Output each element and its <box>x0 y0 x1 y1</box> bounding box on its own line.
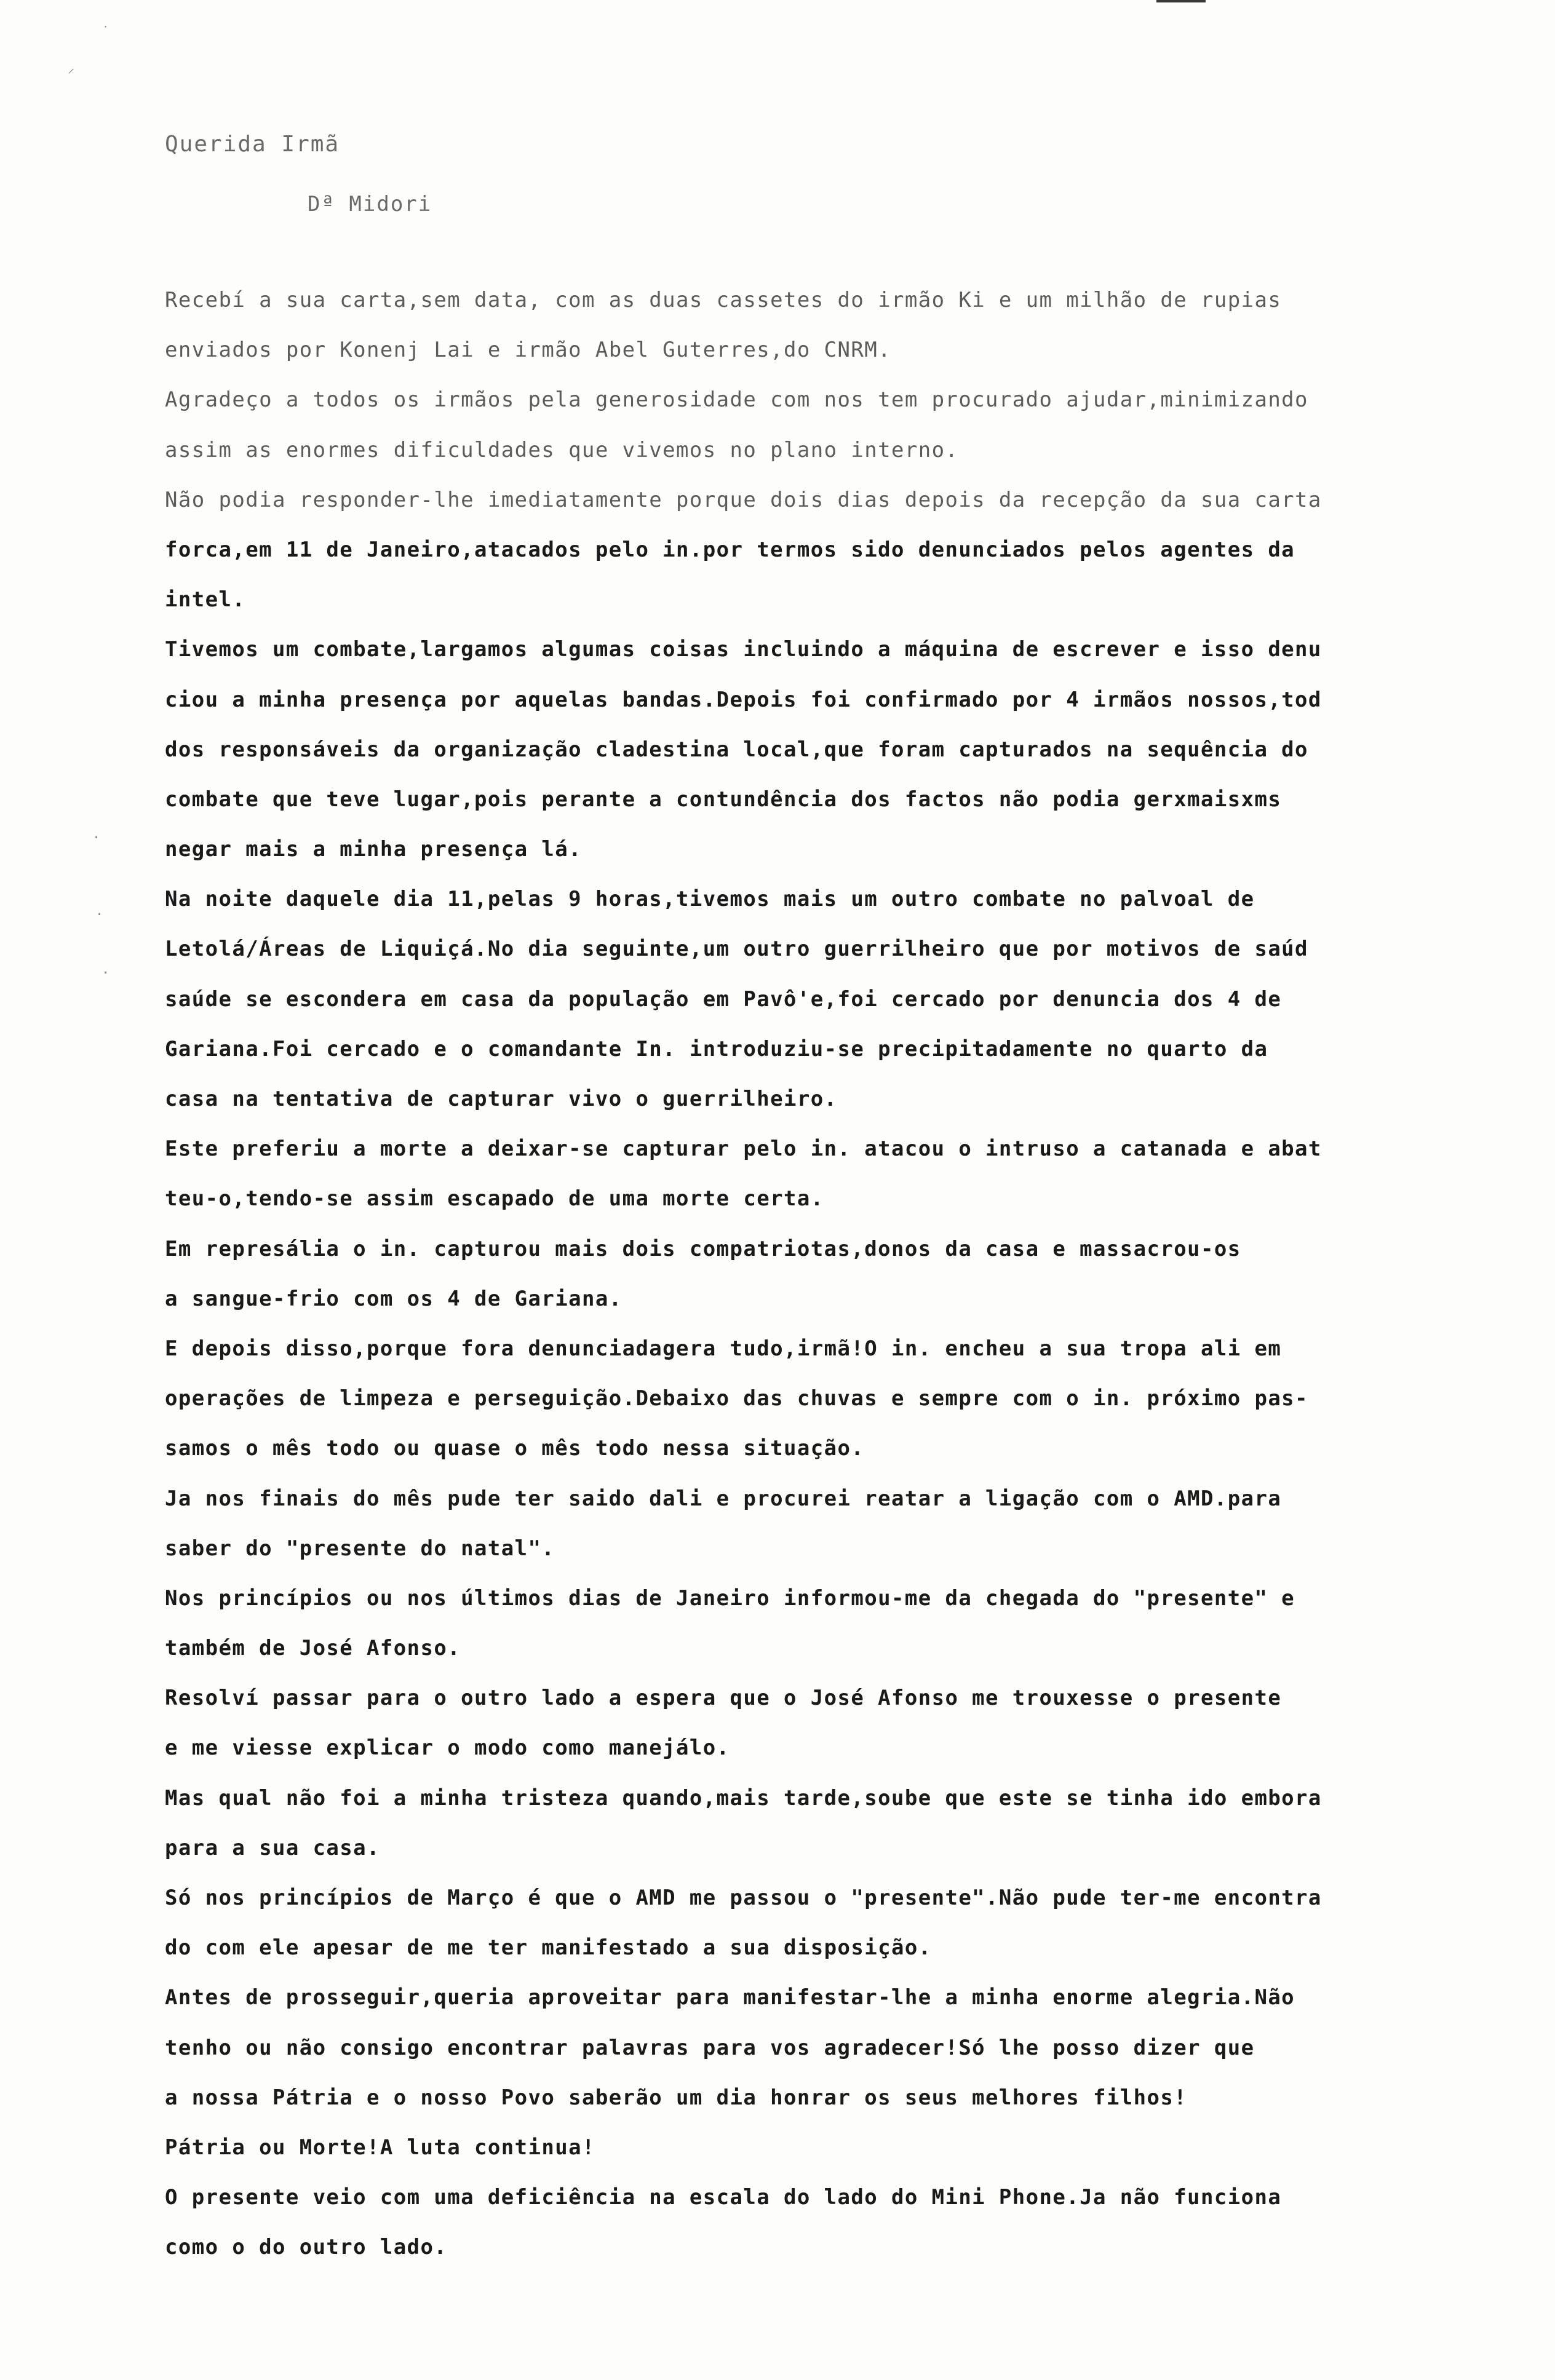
letter-line: a nossa Pátria e o nosso Povo saberão um dia honrar os seus melhores filhos! <box>165 2085 1188 2110</box>
letter-line: Agradeço a todos os irmãos pela generosidade com nos tem procurado ajudar,minimizando <box>165 387 1308 413</box>
letter-line: tenho ou não consigo encontrar palavras para vos agradecer!Só lhe posso dizer que <box>165 2035 1255 2060</box>
letter-line: samos o mês todo ou quase o mês todo nessa situação. <box>165 1436 865 1461</box>
paper-speck: · <box>92 830 101 846</box>
letter-line: Resolví passar para o outro lado a espera que o José Afonso me trouxesse o presente <box>165 1686 1282 1711</box>
letter-line: Letolá/Áreas de Liquiçá.No dia seguinte,um outro guerrilheiro que por motivos de saúd <box>165 937 1308 962</box>
letter-line: saúde se escondera em casa da população em Pavô'e,foi cercado por denuncia dos 4 de <box>165 986 1282 1012</box>
letter-line: e me viesse explicar o modo como manejálo. <box>165 1735 730 1761</box>
letter-line: saber do "presente do natal". <box>165 1536 555 1561</box>
letter-line: Só nos princípios de Março é que o AMD me passou o "presente".Não pude ter-me encontra <box>165 1886 1322 1910</box>
letter-line: enviados por Konenj Lai e irmão Abel Guterres,do CNRM. <box>165 338 891 363</box>
letter-line: E depois disso,porque fora denunciadagera tudo,irmã!O in. encheu a sua tropa ali em <box>165 1336 1282 1361</box>
letter-line: do com ele apesar de me ter manifestado a sua disposição. <box>165 1935 932 1961</box>
letter-line: a sangue-frio com os 4 de Gariana. <box>165 1286 622 1311</box>
letter-line: Ja nos finais do mês pude ter saido dali e procurei reatar a ligação com o AMD.para <box>165 1486 1282 1511</box>
letter-line: Em represália o in. capturou mais dois compatriotas,donos da casa e massacrou-os <box>165 1236 1241 1261</box>
letter-line: Nos princípios ou nos últimos dias de Janeiro informou-me da chegada do "presente" e <box>165 1585 1295 1611</box>
letter-line: Na noite daquele dia 11,pelas 9 horas,tivemos mais um outro combate no palvoal de <box>165 887 1255 912</box>
salutation-line-2: Dª Midori <box>308 192 432 216</box>
letter-line: Tivemos um combate,largamos algumas coisas incluindo a máquina de escrever e isso denu <box>165 637 1322 662</box>
letter-line: assim as enormes dificuldades que vivemos no plano interno. <box>165 437 959 462</box>
letter-line: negar mais a minha presença lá. <box>165 837 582 862</box>
salutation-line-1: Querida Irmã <box>165 132 340 157</box>
letter-line: combate que teve lugar,pois perante a contundência dos factos não podia gerxmaisxms <box>165 787 1282 812</box>
letter-line: Não podia responder-lhe imediatamente porque dois dias depois da recepção da sua carta <box>165 487 1322 512</box>
letter-line: teu-o,tendo-se assim escapado de uma morte certa. <box>165 1186 824 1212</box>
letter-line: operações de limpeza e perseguição.Debaixo das chuvas e sempre com o in. próximo pas- <box>165 1386 1308 1411</box>
letter-line: Gariana.Foi cercado e o comandante In. introduziu-se precipitadamente no quarto da <box>165 1036 1268 1061</box>
letter-line: Mas qual não foi a minha tristeza quando,mais tarde,soube que este se tinha ido embora <box>165 1785 1322 1811</box>
letter-line: casa na tentativa de capturar vivo o guerrilheiro. <box>165 1087 838 1111</box>
paper-speck: ˙ <box>101 25 110 40</box>
letter-line: Recebí a sua carta,sem data, com as duas cassetes do irmão Ki e um milhão de rupias <box>165 288 1282 312</box>
letter-body <box>165 276 1487 2273</box>
letter-line: para a sua casa. <box>165 1835 380 1860</box>
paper-speck: · <box>95 907 104 922</box>
letter-line: Pátria ou Morte!A luta continua! <box>165 2135 595 2160</box>
letter-line: Este preferiu a morte a deixar-se capturar pelo in. atacou o intruso a catanada e abat <box>165 1136 1322 1162</box>
letter-line: também de José Afonso. <box>165 1636 461 1661</box>
letter-line: ciou a minha presença por aquelas bandas.Depois foi confirmado por 4 irmãos nossos,tod <box>165 687 1322 712</box>
paper-speck: · <box>101 966 110 981</box>
top-edge-mark <box>1156 0 1206 2</box>
letter-line: Antes de prosseguir,queria aproveitar para manifestar-lhe a minha enorme alegria.Não <box>165 1985 1295 2010</box>
letter-line: O presente veio com uma deficiência na escala do lado do Mini Phone.Ja não funciona <box>165 2185 1282 2210</box>
letter-line: forca,em 11 de Janeiro,atacados pelo in.por termos sido denunciados pelos agentes da <box>165 537 1295 562</box>
letter-line: intel. <box>165 587 246 613</box>
paper-speck: ⸝ <box>68 61 75 76</box>
letter-line: como o do outro lado. <box>165 2235 448 2260</box>
letter-line: dos responsáveis da organização cladestina local,que foram capturados na sequência do <box>165 737 1308 762</box>
